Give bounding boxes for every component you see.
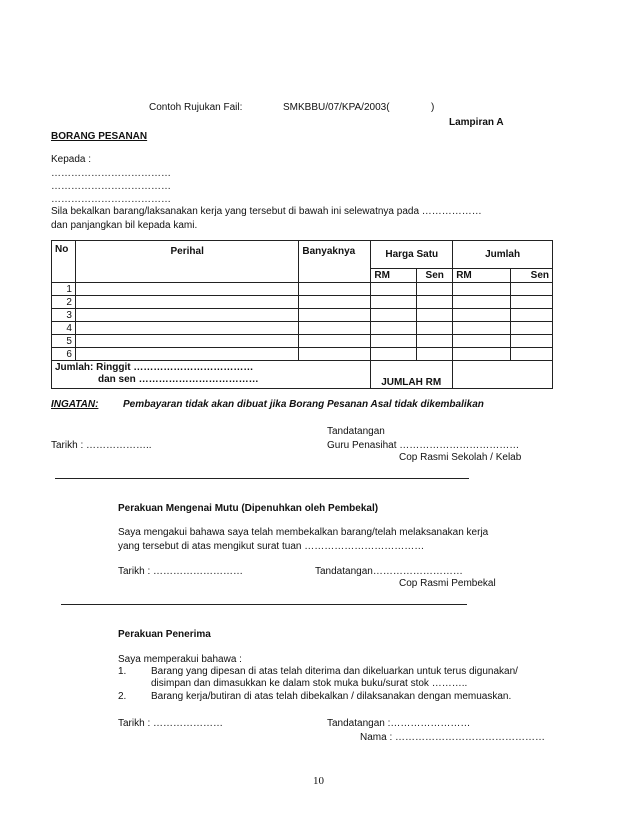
table-row bbox=[52, 335, 553, 348]
item-cell[interactable] bbox=[75, 322, 298, 335]
unit-sen-cell[interactable] bbox=[417, 283, 453, 296]
instruction-line-2: dan panjangkan bil kepada kami. bbox=[51, 220, 198, 231]
unit-rm-cell[interactable] bbox=[371, 283, 417, 296]
recipient-line: ……………………………… bbox=[51, 168, 171, 179]
file-reference-value: SMKBBU/07/KPA/2003( bbox=[283, 102, 390, 113]
notice-text: Pembayaran tidak akan dibuat jika Borang Pesanan Asal tidak dikembalikan bbox=[123, 399, 484, 410]
divider bbox=[55, 478, 469, 479]
item-cell[interactable] bbox=[75, 296, 298, 309]
unit-price-rm-header: RM bbox=[371, 268, 417, 282]
receiver-date-field: Tarikh : ………………… bbox=[118, 718, 224, 729]
page-number: 10 bbox=[313, 775, 324, 787]
receiver-intro: Saya memperakui bahawa : bbox=[118, 654, 242, 665]
unit-sen-cell[interactable] bbox=[417, 296, 453, 309]
table-row bbox=[52, 348, 553, 361]
total-rm-cell[interactable] bbox=[453, 283, 511, 296]
supplier-line-2: yang tersebut di atas mengikut surat tuan ……………………………… bbox=[118, 541, 425, 552]
receiver-item-1-number: 1. bbox=[118, 666, 127, 677]
receiver-title: Perakuan Penerima bbox=[118, 629, 211, 640]
item-cell[interactable] bbox=[75, 335, 298, 348]
total-sen-cell[interactable] bbox=[511, 283, 553, 296]
unit-sen-cell[interactable] bbox=[417, 348, 453, 361]
total-sen-header: Sen bbox=[511, 268, 553, 282]
row-number: 6 bbox=[52, 348, 76, 361]
qty-cell[interactable] bbox=[299, 335, 371, 348]
item-cell[interactable] bbox=[75, 348, 298, 361]
col-unit-price-header: Harga Satu bbox=[371, 241, 453, 269]
receiver-item-1-line-1: Barang yang dipesan di atas telah diterima dan dikeluarkan untuk terus digunakan/ bbox=[151, 666, 518, 677]
total-sen-cell[interactable] bbox=[511, 322, 553, 335]
date-field: Tarikh : ……………….. bbox=[51, 440, 152, 451]
supplier-title: Perakuan Mengenai Mutu (Dipenuhkan oleh Pembekal) bbox=[118, 503, 379, 514]
col-qty-header: Banyaknya bbox=[299, 241, 371, 283]
recipient-line: ……………………………… bbox=[51, 194, 171, 205]
order-table bbox=[51, 240, 553, 389]
row-number: 3 bbox=[52, 309, 76, 322]
receiver-item-2-line-1: Barang kerja/butiran di atas telah dibekalkan / dilaksanakan dengan memuaskan. bbox=[151, 691, 512, 702]
table-row bbox=[52, 283, 553, 296]
total-sen-cell[interactable] bbox=[511, 348, 553, 361]
qty-cell[interactable] bbox=[299, 348, 371, 361]
table-row bbox=[52, 296, 553, 309]
item-cell[interactable] bbox=[75, 309, 298, 322]
amount-sen-label: dan sen ……………………………… bbox=[98, 374, 259, 385]
file-reference-close: ) bbox=[431, 102, 435, 113]
table-total-row bbox=[52, 361, 553, 389]
qty-cell[interactable] bbox=[299, 296, 371, 309]
instruction-line-1: Sila bekalkan barang/laksanakan kerja yang tersebut di bawah ini selewatnya pada ……………… bbox=[51, 206, 482, 217]
unit-rm-cell[interactable] bbox=[371, 322, 417, 335]
row-number: 1 bbox=[52, 283, 76, 296]
advisor-field: Guru Penasihat ……………………………… bbox=[327, 440, 520, 451]
receiver-name-field: Nama : ……………………………………… bbox=[360, 732, 546, 743]
row-number: 2 bbox=[52, 296, 76, 309]
supplier-date-field: Tarikh : ……………………… bbox=[118, 566, 244, 577]
supplier-stamp-label: Cop Rasmi Pembekal bbox=[399, 578, 496, 589]
file-reference-label: Contoh Rujukan Fail: bbox=[149, 102, 243, 113]
unit-sen-cell[interactable] bbox=[417, 322, 453, 335]
receiver-item-1-line-2: disimpan dan dimasukkan ke dalam stok muka buku/surat stok ……….. bbox=[151, 678, 468, 689]
signature-label: Tandatangan bbox=[327, 426, 385, 437]
total-rm-header: RM bbox=[453, 268, 511, 282]
qty-cell[interactable] bbox=[299, 283, 371, 296]
receiver-item-2-number: 2. bbox=[118, 691, 127, 702]
table-row bbox=[52, 322, 553, 335]
amount-ringgit-label: Jumlah: Ringgit ……………………………… bbox=[55, 362, 254, 373]
total-rm-label bbox=[381, 361, 553, 389]
receiver-signature-field: Tandatangan :…………………… bbox=[327, 718, 471, 729]
item-cell[interactable] bbox=[75, 283, 298, 296]
col-total-header: Jumlah bbox=[453, 241, 553, 269]
total-sen-cell[interactable] bbox=[511, 309, 553, 322]
appendix-label: Lampiran A bbox=[449, 117, 504, 128]
supplier-signature-field: Tandatangan……………………… bbox=[315, 566, 463, 577]
notice-label: INGATAN: bbox=[51, 399, 99, 410]
row-number: 4 bbox=[52, 322, 76, 335]
total-rm-cell[interactable] bbox=[453, 309, 511, 322]
recipient-label: Kepada : bbox=[51, 154, 92, 165]
recipient-line: ……………………………… bbox=[51, 181, 171, 192]
amount-in-words bbox=[52, 361, 371, 389]
total-rm-cell[interactable] bbox=[453, 335, 511, 348]
col-no-header: No bbox=[52, 241, 76, 283]
table-header-row bbox=[52, 241, 553, 269]
unit-rm-cell[interactable] bbox=[371, 309, 417, 322]
total-rm-text: JUMLAH RM bbox=[381, 377, 442, 388]
col-item-header: Perihal bbox=[75, 241, 298, 283]
unit-price-sen-header: Sen bbox=[417, 268, 453, 282]
form-title: BORANG PESANAN bbox=[51, 131, 148, 142]
total-sen-cell[interactable] bbox=[511, 335, 553, 348]
unit-rm-cell[interactable] bbox=[371, 335, 417, 348]
table-row bbox=[52, 309, 553, 322]
total-rm-cell[interactable] bbox=[453, 348, 511, 361]
divider bbox=[61, 604, 467, 605]
unit-rm-cell[interactable] bbox=[371, 348, 417, 361]
unit-rm-cell[interactable] bbox=[371, 296, 417, 309]
total-rm-cell[interactable] bbox=[453, 296, 511, 309]
row-number: 5 bbox=[52, 335, 76, 348]
unit-sen-cell[interactable] bbox=[417, 335, 453, 348]
supplier-line-1: Saya mengakui bahawa saya telah membekalkan barang/telah melaksanakan kerja bbox=[118, 527, 489, 538]
school-stamp-label: Cop Rasmi Sekolah / Kelab bbox=[399, 452, 522, 463]
total-rm-cell[interactable] bbox=[453, 322, 511, 335]
unit-sen-cell[interactable] bbox=[417, 309, 453, 322]
qty-cell[interactable] bbox=[299, 322, 371, 335]
qty-cell[interactable] bbox=[299, 309, 371, 322]
total-sen-cell[interactable] bbox=[511, 296, 553, 309]
